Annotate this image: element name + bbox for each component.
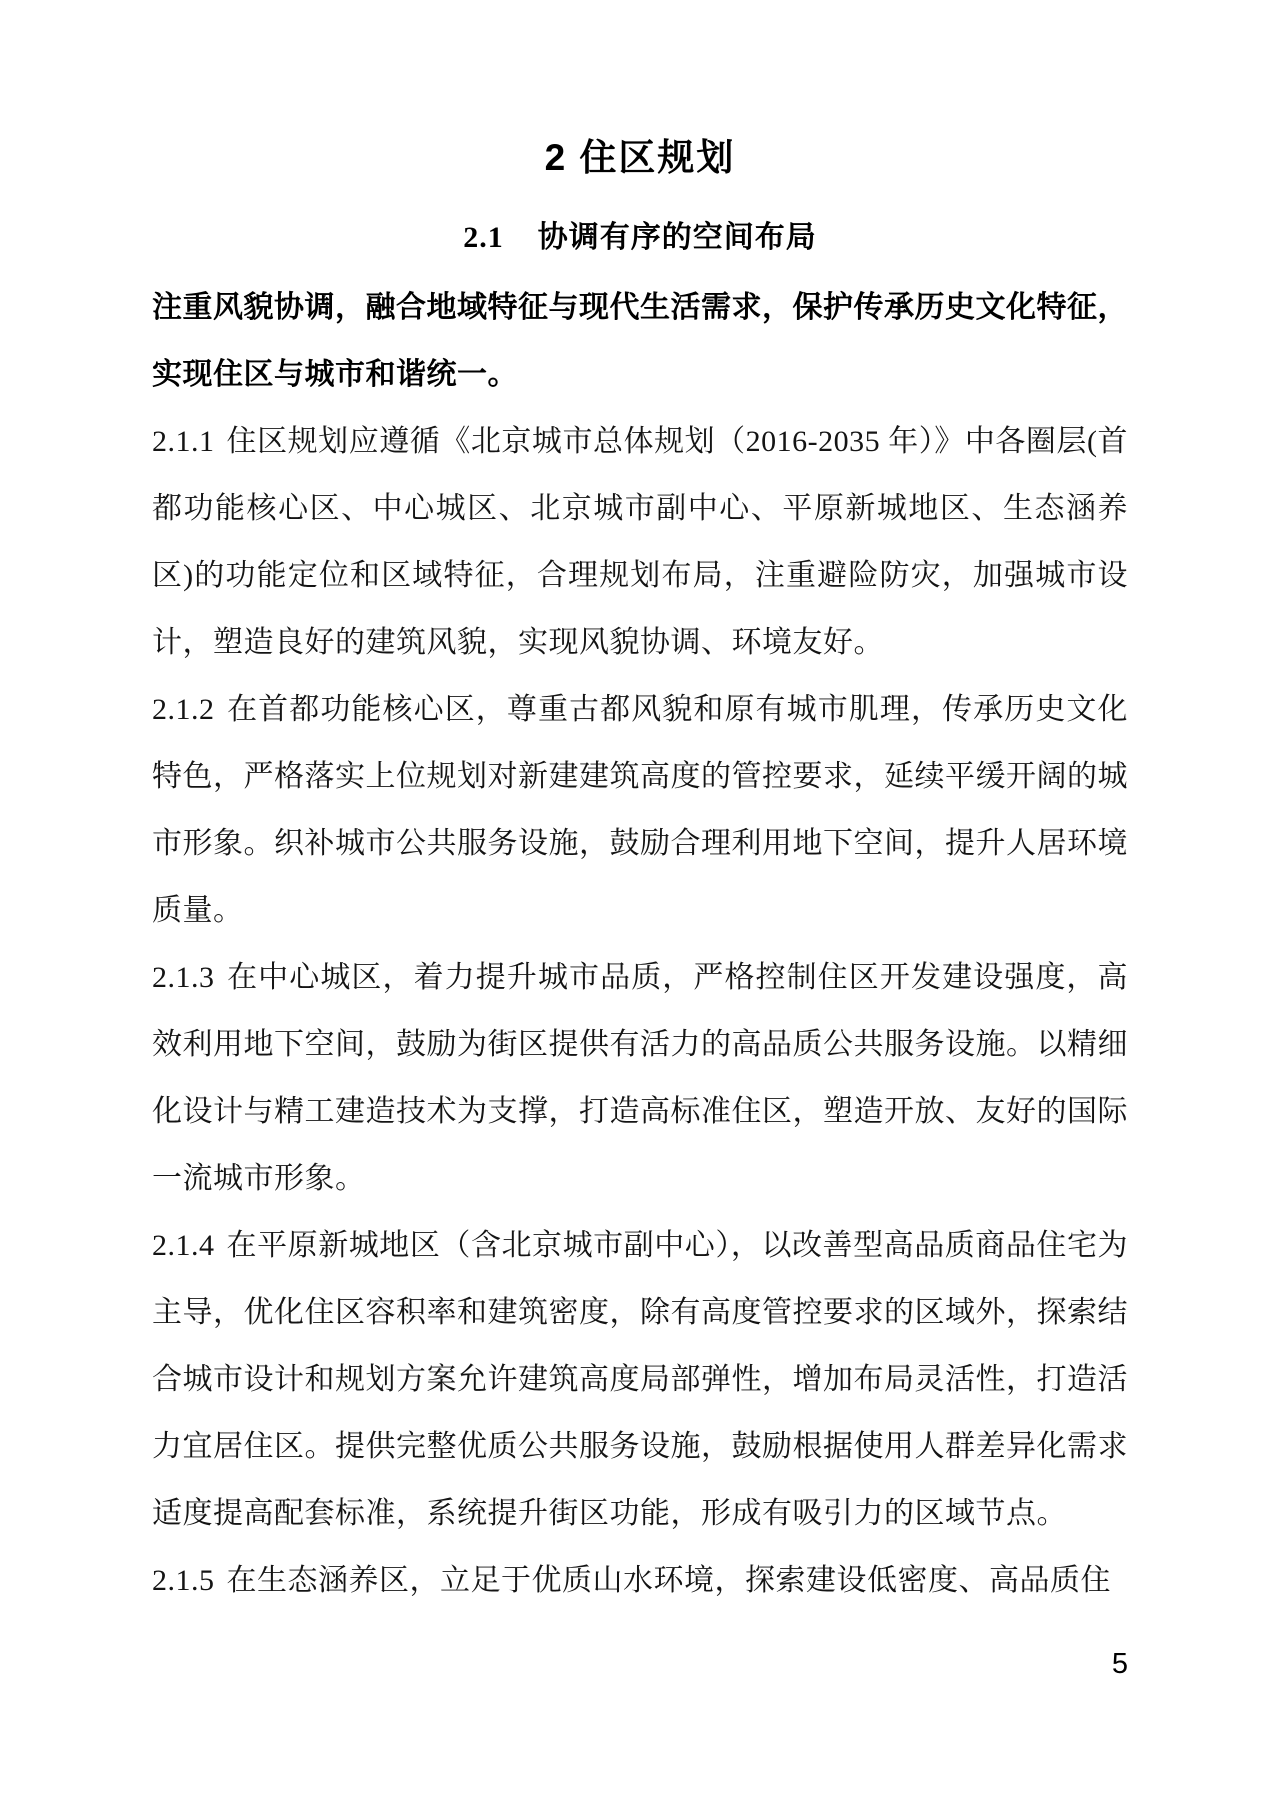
lead-paragraph: 注重风貌协调，融合地域特征与现代生活需求，保护传承历史文化特征，实现住区与城市和谐统一。 xyxy=(152,291,1128,391)
clause-text: 在中心城区，着力提升城市品质，严格控制住区开发建设强度，高效利用地下空间，鼓励为街区提供有活力的高品质公共服务设施。以精细化设计与精工建造技术为支撑，打造高标准住区，塑造开放、友好的国际一流城市形象。 xyxy=(152,961,1128,1195)
section-title: 协调有序的空间布局 xyxy=(537,221,817,254)
clause-number: 2.1.4 xyxy=(152,1229,215,1262)
clause-number: 2.1.5 xyxy=(152,1564,215,1597)
clause-text: 在首都功能核心区，尊重古都风貌和原有城市肌理，传承历史文化特色，严格落实上位规划对新建建筑高度的管控要求，延续平缓开阔的城市形象。织补城市公共服务设施，鼓励合理利用地下空间，提升人居环境质量。 xyxy=(152,693,1128,927)
clause-2-1-4 xyxy=(152,1212,1128,1547)
section-heading xyxy=(152,218,1128,258)
page-number: 5 xyxy=(1111,1648,1128,1680)
clause-2-1-1 xyxy=(152,408,1128,676)
clause-2-1-3 xyxy=(152,944,1128,1212)
clause-number: 2.1.1 xyxy=(152,425,215,458)
clause-text: 在平原新城地区（含北京城市副中心），以改善型高品质商品住宅为主导，优化住区容积率和建筑密度，除有高度管控要求的区域外，探索结合城市设计和规划方案允许建筑高度局部弹性，增加布局灵活性，打造活力宜居住区。提供完整优质公共服务设施，鼓励根据使用人群差异化需求适度提高配套标准，系统提升街区功能，形成有吸引力的区域节点。 xyxy=(152,1229,1128,1530)
chapter-title: 2 住区规划 xyxy=(544,137,736,178)
section-number: 2.1 xyxy=(463,221,504,254)
clause-number: 2.1.2 xyxy=(152,693,215,726)
clause-2-1-2 xyxy=(152,676,1128,944)
clause-text: 在生态涵养区，立足于优质山水环境，探索建设低密度、高品质住 xyxy=(226,1564,1111,1597)
clause-text: 住区规划应遵循《北京城市总体规划（2016-2035 年）》中各圈层(首都功能核心区、中心城区、北京城市副中心、平原新城地区、生态涵养区)的功能定位和区域特征，合理规划布局，注重避险防灾，加强城市设计，塑造良好的建筑风貌，实现风貌协调、环境友好。 xyxy=(152,425,1128,659)
clause-number: 2.1.3 xyxy=(152,961,215,994)
clause-2-1-5 xyxy=(152,1547,1128,1614)
